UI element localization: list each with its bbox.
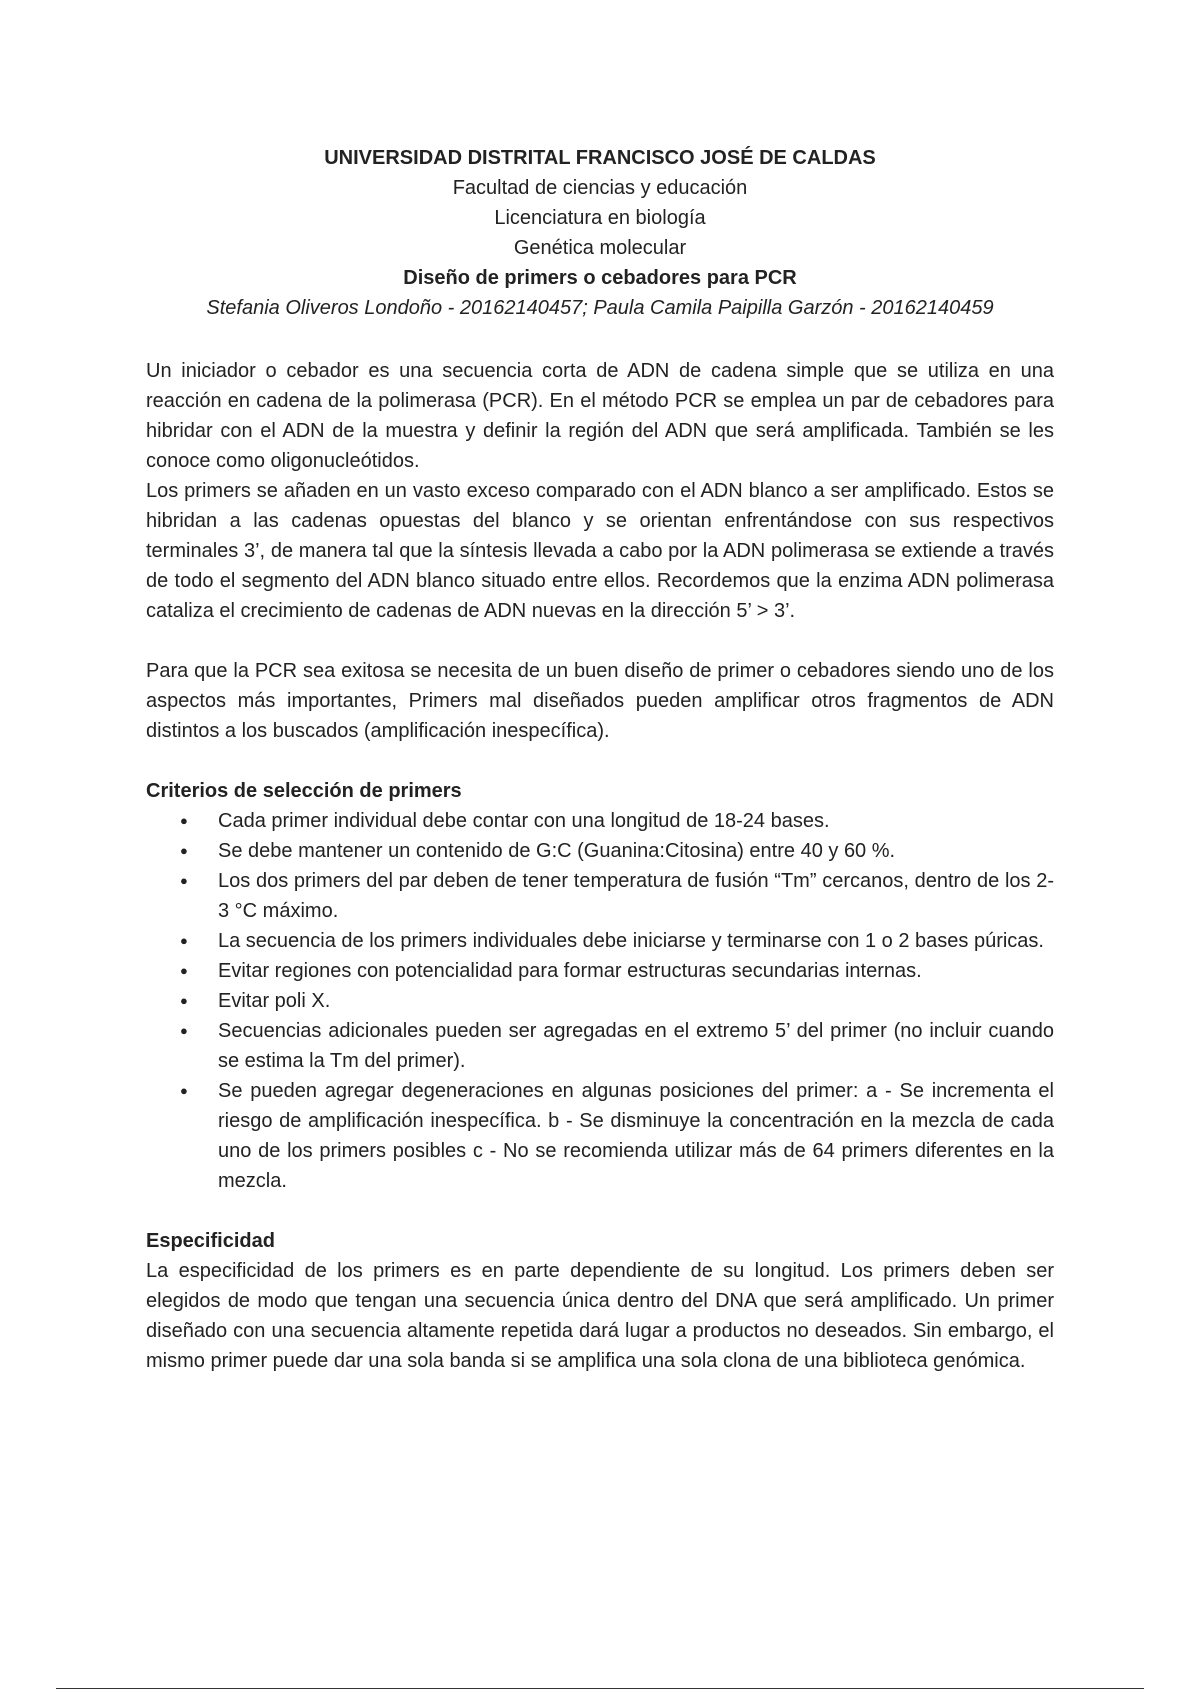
criteria-item: ● Se debe mantener un contenido de G:C (Guanina:Citosina) entre 40 y 60 %. <box>218 836 1054 866</box>
criteria-item: ● Se pueden agregar degeneraciones en algunas posiciones del primer: a - Se incrementa el riesgo de amplificación inespecífica. b - Se disminuye la concentración en la mezcla de cada uno de los primers posibles c - No se recomienda utilizar más de 64 primers diferentes en la mezcla. <box>218 1076 1054 1196</box>
specificity-paragraph: La especificidad de los primers es en parte dependiente de su longitud. Los primers deben ser elegidos de modo que tengan una secuencia única dentro del DNA que será amplificado. Un primer diseñado con una secuencia altamente repetida dará lugar a productos no deseados. Sin embargo, el mismo primer puede dar una sola banda si se amplifica una sola clona de una biblioteca genómica. <box>146 1260 1054 1372</box>
spacer <box>146 626 1054 656</box>
criteria-item: ● Cada primer individual debe contar con una longitud de 18-24 bases. <box>218 806 1054 836</box>
criteria-heading: Criterios de selección de primers <box>146 780 462 802</box>
document-title: Diseño de primers o cebadores para PCR <box>403 267 797 289</box>
footer-divider <box>56 1688 1144 1689</box>
intro-paragraph-1: Un iniciador o cebador es una secuencia corta de ADN de cadena simple que se utiliza en una reacción en cadena de la polimerasa (PCR). En el método PCR se emplea un par de cebadores para hibridar con el ADN de la muestra y definir la región del ADN que será amplificada. También se les conoce como oligonucleótidos. <box>146 360 1054 472</box>
criteria-item: ● Los dos primers del par deben de tener temperatura de fusión “Tm” cercanos, dentro de los 2-3 °C máximo. <box>218 866 1054 926</box>
intro-paragraph-3: Para que la PCR sea exitosa se necesita de un buen diseño de primer o cebadores siendo uno de los aspectos más importantes, Primers mal diseñados pueden amplificar otros fragmentos de ADN distintos a los buscados (amplificación inespecífica). <box>146 660 1054 742</box>
specificity-heading: Especificidad <box>146 1230 275 1252</box>
criteria-item: ● La secuencia de los primers individuales debe iniciarse y terminarse con 1 o 2 bases púricas. <box>218 926 1054 956</box>
faculty-name: Facultad de ciencias y educación <box>452 177 748 199</box>
criteria-item: ● Evitar poli X. <box>218 986 1054 1016</box>
document-header <box>0 143 1200 323</box>
intro-paragraph-2: Los primers se añaden en un vasto exceso comparado con el ADN blanco a ser amplificado. Estos se hibridan a las cadenas opuestas del blanco y se orientan enfrentándose con sus respectivos terminales 3’, de manera tal que la síntesis llevada a cabo por la ADN polimerasa se extiende a través de todo el segmento del ADN blanco situado entre ellos. Recordemos que la enzima ADN polimerasa cataliza el crecimiento de cadenas de ADN nuevas en la dirección 5’ > 3’. <box>146 480 1054 622</box>
criteria-list <box>146 806 1054 1196</box>
spacer <box>146 746 1054 776</box>
course-name: Genética molecular <box>513 237 687 259</box>
criteria-item: ● Evitar regiones con potencialidad para formar estructuras secundarias internas. <box>218 956 1054 986</box>
document-body <box>146 356 1054 1376</box>
university-name: UNIVERSIDAD DISTRITAL FRANCISCO JOSÉ DE CALDAS <box>324 147 876 169</box>
spacer <box>146 1196 1054 1226</box>
criteria-item: ● Secuencias adicionales pueden ser agregadas en el extremo 5’ del primer (no incluir cuando se estima la Tm del primer). <box>218 1016 1054 1076</box>
program-name: Licenciatura en biología <box>494 207 706 229</box>
authors-line: Stefania Oliveros Londoño - 20162140457; Paula Camila Paipilla Garzón - 20162140459 <box>206 297 994 319</box>
